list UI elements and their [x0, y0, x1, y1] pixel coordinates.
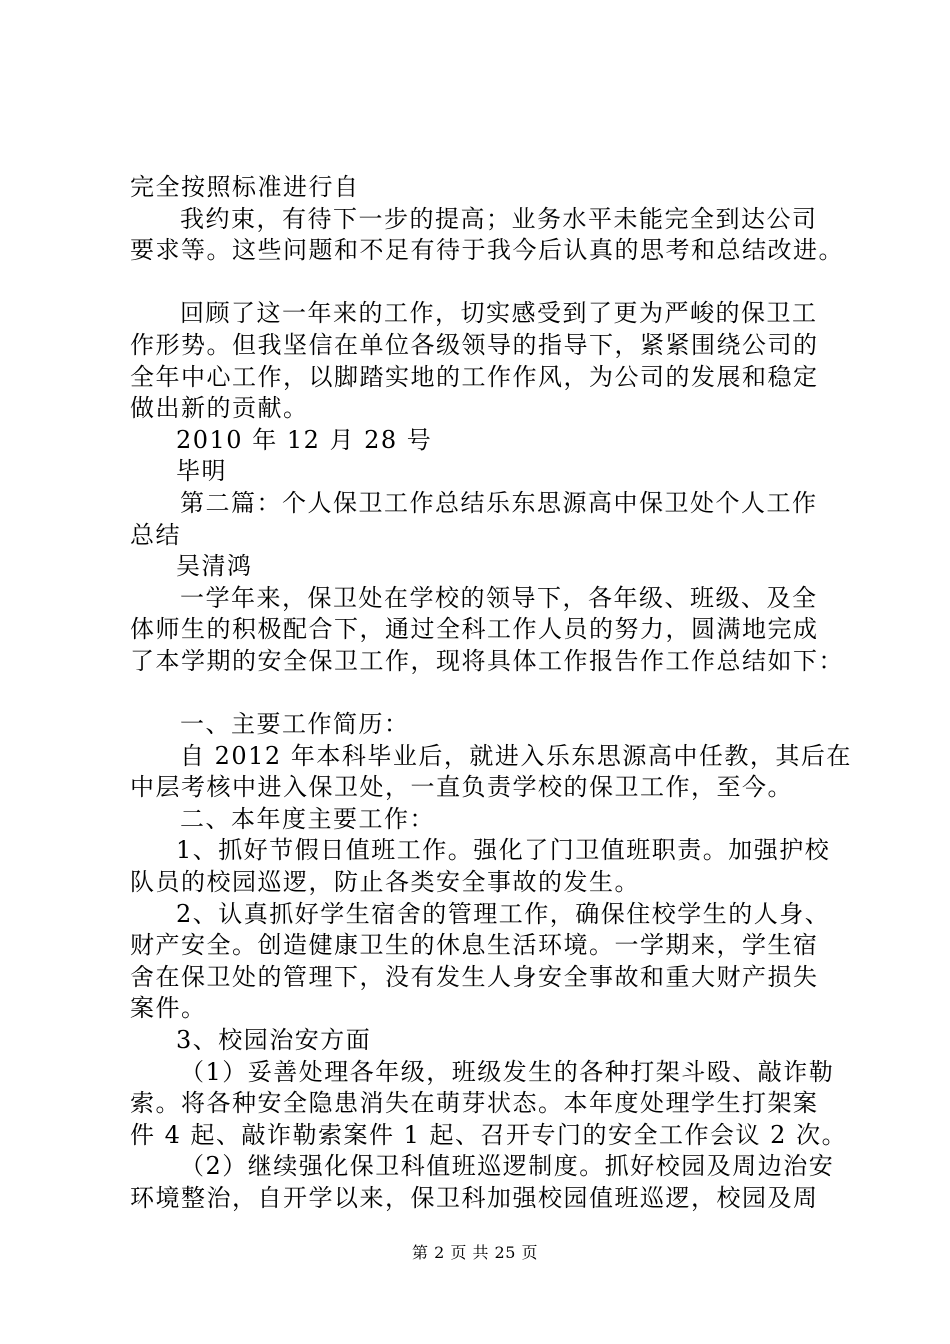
text-line: 件 4 起、敲诈勒索案件 1 起、召开专门的安全工作会议 2 次。: [130, 1120, 848, 1149]
text-line: 2、认真抓好学生宿舍的管理工作，确保住校学生的人身、: [176, 899, 831, 928]
blank-line: [130, 267, 850, 299]
text-line: 要求等。这些问题和不足有待于我今后认真的思考和总结改进。: [130, 236, 844, 265]
text-line: 全年中心工作，以脚踏实地的工作作风，为公司的发展和稳定: [130, 362, 819, 391]
document-body: [130, 172, 850, 1215]
text-line: 完全按照标准进行自: [130, 173, 360, 201]
text-line: 做出新的贡献。: [130, 394, 309, 423]
text-line: 中层考核中进入保卫处，一直负责学校的保卫工作，至今。: [130, 773, 793, 802]
page-number-footer: 第 2 页 共 25 页: [412, 1243, 538, 1262]
section-title: 第二篇：个人保卫工作总结乐东思源高中保卫处个人工作: [180, 488, 818, 517]
text-line: 1、抓好节假日值班工作。强化了门卫值班职责。加强护校: [176, 836, 831, 865]
text-line: 回顾了这一年来的工作，切实感受到了更为严峻的保卫工: [180, 299, 818, 328]
author-line: 吴清鸿: [176, 552, 253, 581]
text-line: 我约束，有待下一步的提高；业务水平未能完全到达公司: [180, 204, 818, 233]
text-line: 了本学期的安全保卫工作，现将具体工作报告作工作总结如下：: [130, 646, 844, 675]
text-line: （2）继续强化保卫科值班巡逻制度。抓好校园及周边治安: [180, 1152, 835, 1181]
text-line: 自 2012 年本科毕业后，就进入乐东思源高中任教，其后在: [180, 741, 852, 770]
heading-line: 3、校园治安方面: [176, 1026, 372, 1055]
date-line: 2010 年 12 月 28 号: [176, 425, 433, 454]
text-line: 体师生的积极配合下，通过全科工作人员的努力，圆满地完成: [130, 615, 819, 644]
author-line: 毕明: [176, 457, 227, 486]
heading-line: 二、本年度主要工作：: [180, 804, 435, 833]
text-line: 舍在保卫处的管理下，没有发生人身安全事故和重大财产损失: [130, 962, 819, 991]
text-line: （1）妥善处理各年级，班级发生的各种打架斗殴、敲诈勒: [180, 1057, 835, 1086]
blank-line: [130, 678, 850, 710]
text-line: 总结: [130, 520, 181, 549]
heading-line: 一、主要工作简历：: [180, 710, 410, 739]
text-line: 环境整治，自开学以来，保卫科加强校园值班巡逻，校园及周: [130, 1184, 819, 1212]
text-line: 索。将各种安全隐患消失在萌芽状态。本年度处理学生打架案: [130, 1089, 819, 1118]
text-line: 财产安全。创造健康卫生的休息生活环境。一学期来，学生宿: [130, 931, 819, 960]
text-line: 案件。: [130, 994, 207, 1023]
text-line: 队员的校园巡逻，防止各类安全事故的发生。: [130, 868, 640, 897]
text-line: 作形势。但我坚信在单位各级领导的指导下，紧紧围绕公司的: [130, 330, 819, 359]
text-line: 一学年来，保卫处在学校的领导下，各年级、班级、及全: [180, 583, 818, 612]
